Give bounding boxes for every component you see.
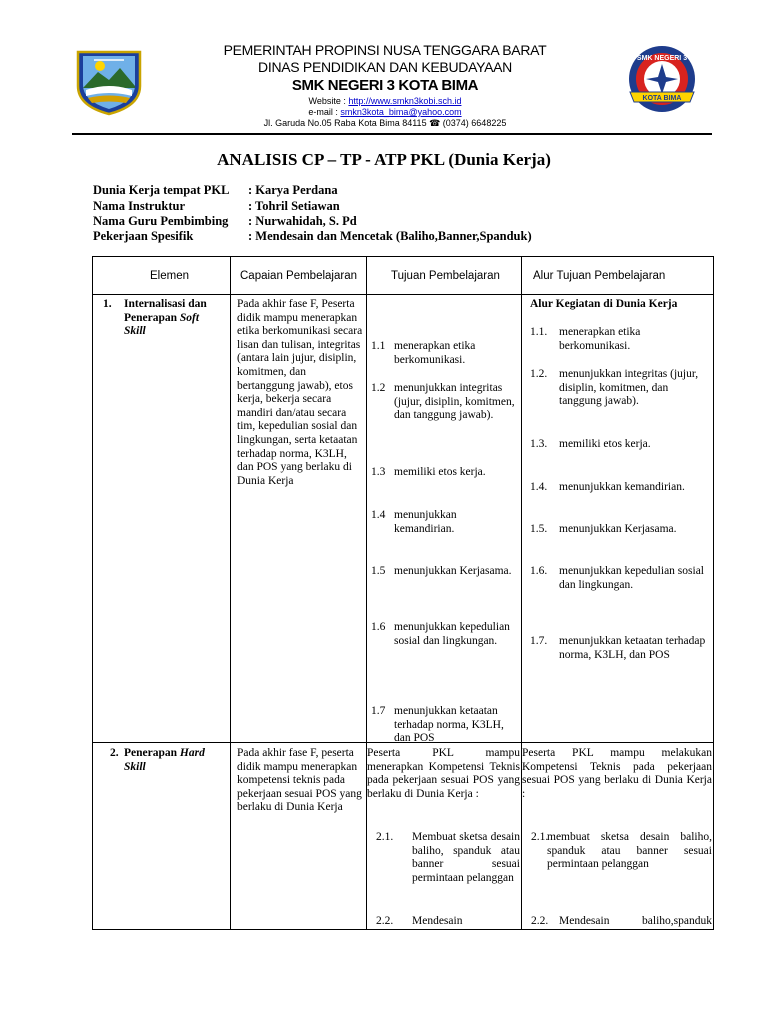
row2-elemen-line2: Skill bbox=[124, 760, 146, 773]
row1-elemen-italic: Soft bbox=[179, 311, 200, 324]
row1-tujuan-7 bbox=[371, 705, 517, 746]
tujuan-text: Membuat sketsa desain baliho, spanduk atau banner sesuai permintaan pelanggan bbox=[412, 831, 520, 884]
tujuan-text: Mendesain bbox=[412, 915, 463, 927]
alur-num: 1.5. bbox=[530, 523, 548, 535]
info-value: : Mendesain dan Mencetak (Baliho,Banner,Spanduk) bbox=[248, 229, 532, 243]
table-col-divider bbox=[366, 256, 367, 930]
tujuan-text: menunjukkan ketaatan terhadap norma, K3LH, dan POS bbox=[394, 705, 504, 744]
row1-tujuan-2 bbox=[371, 382, 517, 423]
info-label: Nama Guru Pembimbing bbox=[93, 214, 229, 228]
tujuan-num: 1.3 bbox=[371, 466, 386, 478]
info-value: : Nurwahidah, S. Pd bbox=[248, 214, 357, 228]
letterhead-address: Jl. Garuda No.05 Raba Kota Bima 84115 ☎ (0374) 6648225 bbox=[263, 118, 507, 128]
email-label: e-mail : bbox=[308, 107, 341, 117]
tujuan-num: 1.6 bbox=[371, 621, 386, 633]
row1-alur-5 bbox=[530, 523, 710, 537]
alur-text: menunjukkan integritas (jujur, disiplin, komitmen, dan tanggung jawab). bbox=[559, 368, 699, 407]
alur-num: 1.3. bbox=[530, 438, 548, 450]
tujuan-num: 1.5 bbox=[371, 565, 386, 577]
row2-alur-2 bbox=[531, 915, 712, 929]
row2-capaian: Pada akhir fase F, peserta didik mampu menerapkan kompetensi teknis pada pekerjaan sesuai POS yang berlaku di Dunia Kerja bbox=[237, 747, 362, 813]
school-logo-text-top: SMK NEGERI 3 bbox=[636, 55, 688, 62]
row2-elemen-italic: Hard bbox=[179, 747, 205, 759]
table-col-divider bbox=[230, 256, 231, 930]
row1-elemen-line1: Internalisasi dan bbox=[124, 298, 207, 310]
website-label: Website : bbox=[308, 96, 349, 106]
tujuan-num: 1.1 bbox=[371, 340, 386, 352]
tujuan-num: 2.1. bbox=[376, 831, 394, 843]
school-emblem-logo bbox=[622, 44, 702, 118]
row1-number: 1. bbox=[103, 298, 112, 310]
row1-alur-2 bbox=[530, 368, 710, 409]
alur-num: 1.7. bbox=[530, 635, 548, 647]
table-col-divider bbox=[521, 256, 522, 930]
alur-text: Mendesain baliho,spanduk bbox=[559, 915, 712, 927]
document-title: ANALISIS CP – TP - ATP PKL (Dunia Kerja) bbox=[217, 150, 551, 169]
alur-text: menunjukkan ketaatan terhadap norma, K3LH, dan POS bbox=[559, 635, 706, 661]
alur-text: memiliki etos kerja. bbox=[559, 438, 651, 450]
row1-elemen-line2 bbox=[124, 312, 228, 326]
row2-alur-1 bbox=[531, 831, 712, 872]
row2-elemen-line1 bbox=[124, 747, 228, 761]
tujuan-text: menunjukkan integritas (jujur, disiplin, komitmen, dan tanggung jawab). bbox=[394, 382, 515, 421]
tujuan-text: memiliki etos kerja. bbox=[394, 466, 486, 478]
letterhead-website bbox=[160, 96, 610, 106]
tujuan-text: menunjukkan kemandirian. bbox=[394, 509, 457, 535]
website-link[interactable]: http://www.smkn3kobi.sch.id bbox=[348, 96, 462, 106]
row1-alur-1 bbox=[530, 326, 710, 353]
header-capaian: Capaian Pembelajaran bbox=[240, 270, 357, 282]
row2-number: 2. bbox=[110, 747, 119, 759]
row1-elemen-line3: Skill bbox=[124, 325, 146, 337]
email-link[interactable]: smkn3kota_bima@yahoo.com bbox=[340, 107, 462, 117]
alur-num: 1.1. bbox=[530, 326, 548, 338]
header-tujuan: Tujuan Pembelajaran bbox=[391, 270, 500, 282]
row1-elemen bbox=[124, 298, 228, 339]
alur-num: 1.6. bbox=[530, 565, 548, 577]
alur-text: membuat sketsa desain baliho, spanduk atau banner sesuai permintaan pelanggan bbox=[547, 831, 712, 870]
row2-elemen-word: Penerapan bbox=[124, 747, 180, 759]
letterhead-government: PEMERINTAH PROPINSI NUSA TENGGARA BARAT bbox=[223, 42, 547, 58]
row1-capaian: Pada akhir fase F, Peserta didik mampu menerapkan etika berkomunikasi secara lisan dan tulisan, integritas (antara lain jujur, disiplin, komitmen, dan bertanggung jawab), etos kerja, bekerja secara mandiri dan/atau secara tim, kepedulian sosial dan lingkungan, serta ketaatan terhadap norma, K3LH, dan POS yang berlaku di Dunia Kerja bbox=[237, 298, 363, 487]
info-label: Nama Instruktur bbox=[93, 199, 186, 213]
header-elemen: Elemen bbox=[150, 270, 189, 282]
school-logo-text-bottom: KOTA BIMA bbox=[642, 95, 682, 102]
table-header-divider bbox=[92, 294, 714, 295]
row2-tujuan-2 bbox=[376, 915, 520, 929]
alur-num: 1.4. bbox=[530, 481, 548, 493]
row1-alur-3 bbox=[530, 438, 710, 452]
row1-alur-6 bbox=[530, 565, 710, 592]
row2-tujuan-intro: Peserta PKL mampu menerapkan Kompetensi Teknis pada pekerjaan sesuai POS yang berlaku di Dunia Kerja : bbox=[367, 747, 520, 800]
tujuan-num: 1.4 bbox=[371, 509, 386, 521]
row2-tujuan-1 bbox=[376, 831, 520, 885]
row1-alur-title: Alur Kegiatan di Dunia Kerja bbox=[530, 298, 678, 310]
row2-elemen bbox=[124, 747, 228, 774]
letterhead-email bbox=[160, 107, 610, 117]
row1-tujuan-3 bbox=[371, 466, 517, 480]
tujuan-num: 2.2. bbox=[376, 915, 394, 927]
tujuan-num: 1.7 bbox=[371, 705, 386, 717]
alur-text: menunjukkan kepedulian sosial dan lingkungan. bbox=[559, 565, 704, 591]
row1-tujuan-1 bbox=[371, 340, 517, 367]
tujuan-text: menunjukkan Kerjasama. bbox=[394, 565, 512, 577]
letterhead-department: DINAS PENDIDIKAN DAN KEBUDAYAAN bbox=[258, 59, 512, 75]
alur-num: 1.2. bbox=[530, 368, 548, 380]
letterhead-divider bbox=[72, 133, 712, 135]
alur-text: menunjukkan Kerjasama. bbox=[559, 523, 677, 535]
row1-tujuan-4 bbox=[371, 509, 517, 536]
alur-text: menerapkan etika berkomunikasi. bbox=[559, 326, 641, 352]
info-label: Pekerjaan Spesifik bbox=[93, 229, 194, 243]
tujuan-num: 1.2 bbox=[371, 382, 386, 394]
row1-tujuan-6 bbox=[371, 621, 517, 648]
alur-num: 2.1. bbox=[531, 831, 549, 843]
row1-elemen-word: Penerapan bbox=[124, 311, 180, 324]
row2-alur-intro: Peserta PKL mampu melakukan Kompetensi Teknis pada pekerjaan sesuai POS yang berlaku di Dunia Kerja : bbox=[522, 747, 712, 800]
row1-alur-7 bbox=[530, 635, 710, 662]
info-value: : Tohril Setiawan bbox=[248, 199, 340, 213]
tujuan-text: menerapkan etika berkomunikasi. bbox=[394, 340, 476, 366]
info-label: Dunia Kerja tempat PKL bbox=[93, 183, 230, 197]
alur-num: 2.2. bbox=[531, 915, 549, 927]
tujuan-text: menunjukkan kepedulian sosial dan lingkungan. bbox=[394, 621, 510, 647]
info-value: : Karya Perdana bbox=[248, 183, 338, 197]
row1-alur-4 bbox=[530, 481, 710, 495]
row1-tujuan-5 bbox=[371, 565, 517, 579]
header-alur: Alur Tujuan Pembelajaran bbox=[533, 270, 666, 282]
alur-text: menunjukkan kemandirian. bbox=[559, 481, 685, 493]
province-emblem-logo bbox=[70, 46, 148, 116]
letterhead-school-name: SMK NEGERI 3 KOTA BIMA bbox=[291, 77, 479, 94]
